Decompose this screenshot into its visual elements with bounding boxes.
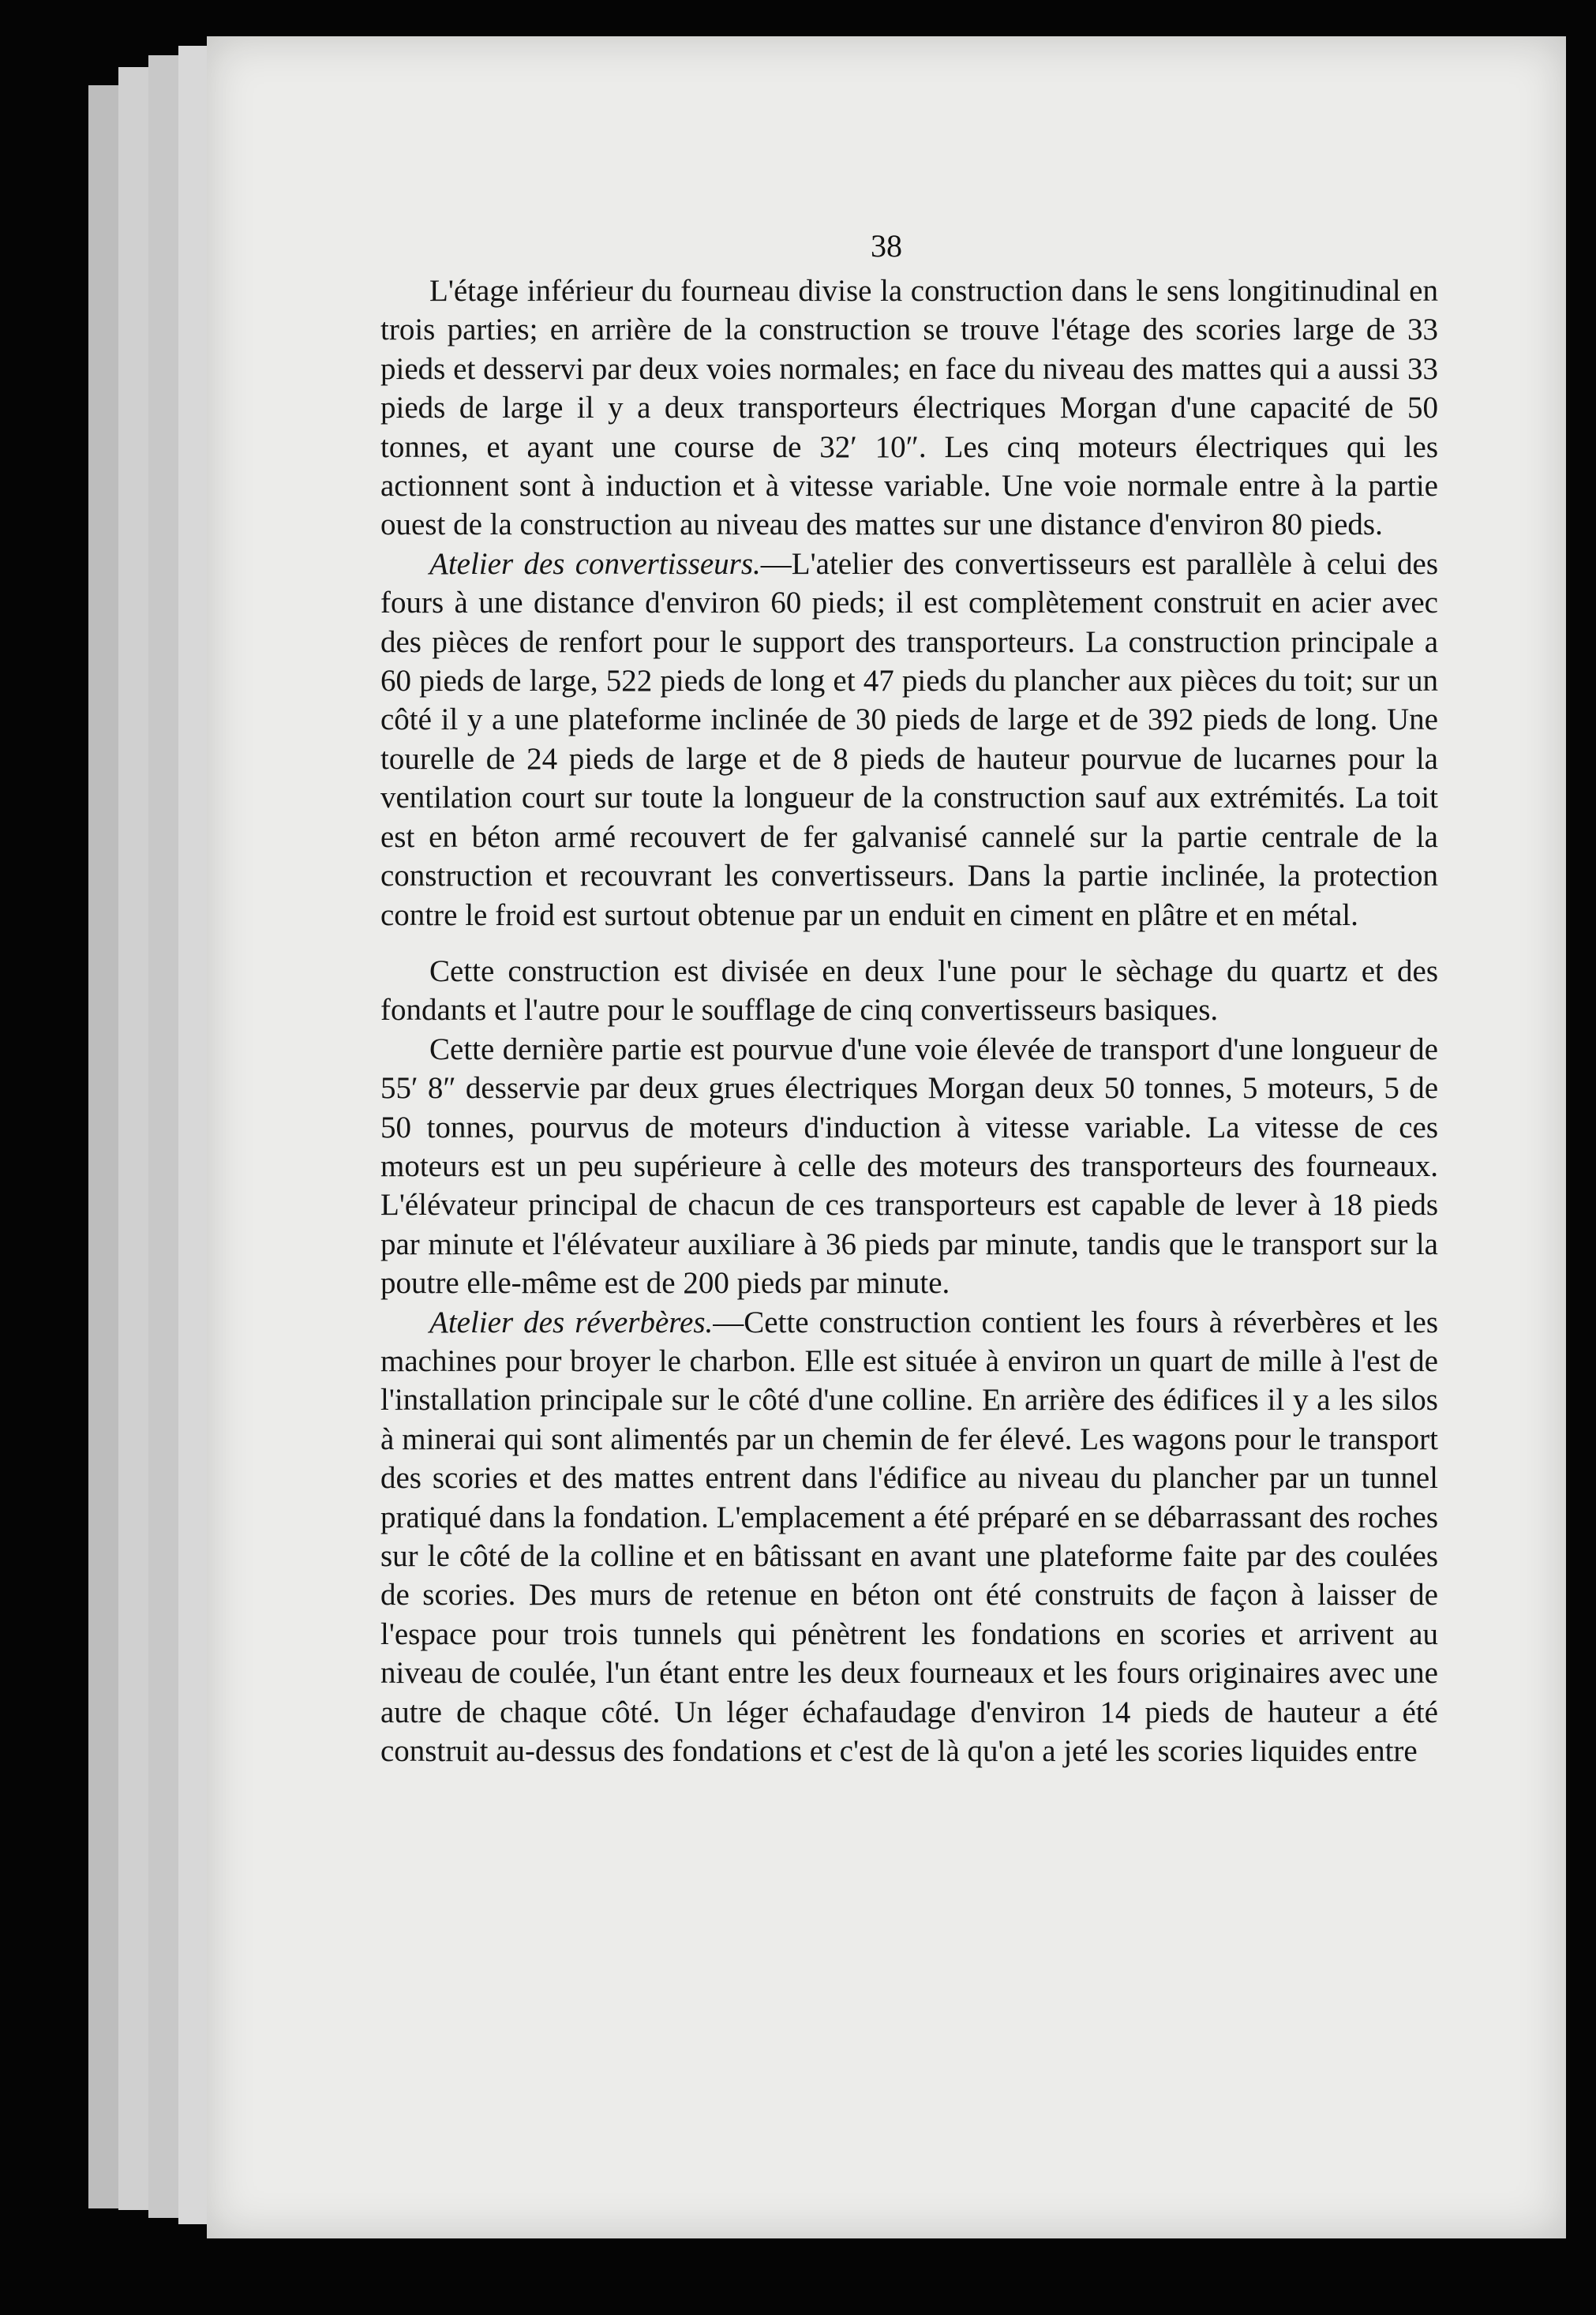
paragraph-text: L'étage inférieur du fourneau divise la construction dans le sens longitinudinal en trois parties; en arrière de la construction se trouve l'étage des scories large de 33 pieds et desservi par deux voies normales; en face du niveau des mattes qui a aussi 33 pieds de large il y a deux transporteurs électriques Morgan d'une capacité de 50 tonnes, et ayant une course de 32′ 10″. Les cinq moteurs électriques qui les actionnent sont à induction et à vitesse variable. Une voie normale entre à la partie ouest de la construction au niveau des mattes sur une distance d'environ 80 pieds. [380,274,1438,542]
paragraph [380,272,1438,545]
section-title: Atelier des réverbères. [429,1305,714,1339]
page-edge [178,46,210,2224]
paragraph-text: Cette construction est divisée en deux l'une pour le sèchage du quartz et des fondants et l'autre pour le soufflage de cinq convertisseurs basiques. [380,953,1438,1028]
page-number: 38 [871,228,902,264]
paragraph-text: Cette dernière partie est pourvue d'une voie élevée de transport d'une longueur de 55′ 8″ desservie par deux grues électriques Morgan deux 50 tonnes, 5 moteurs, 5 de 50 tonnes, pourvus de moteurs d'induction à vitesse variable. La vitesse de ces moteurs est un peu supérieure à celle des moteurs des transporteurs des fourneaux. L'élévateur principal de chacun de ces transporteurs est capable de lever à 18 pieds par minute et l'élévateur auxiliare à 36 pieds par minute, tandis que le transport sur la poutre elle-même est de 200 pieds par minute. [380,1032,1438,1301]
page-edge [118,67,150,2210]
paragraph-text: —Cette construction contient les fours à réverbères et les machines pour broyer le charbon. Elle est située à environ un quart de mille à l'est de l'installation principale sur le côté d'une colline. En arrière des édifices il y a les silos à minerai qui sont alimentés par un chemin de fer élevé. Les wagons pour le transport des scories et des mattes entrent dans l'édifice au niveau du plancher par un tunnel pratiqué dans la fondation. L'emplacement a été préparé en se débarrassant des roches sur le côté de la colline et en bâtissant en avant une plateforme faite par des coulées de scories. Des murs de retenue en béton ont été construits de façon à laisser de l'espace pour trois tunnels qui pénètrent les fondations en scories et arrivent au niveau de coulée, l'un étant entre les deux fourneaux et les fours originaires avec une autre de chaque côté. Un léger échafaudage d'environ 14 pieds de hauteur a été construit au-dessus des fondations et c'est de là qu'on a jeté les scories liquides entre [380,1305,1439,1769]
section-title: Atelier des convertisseurs. [429,546,761,581]
paragraph [380,1303,1438,1771]
paragraph [380,952,1438,1030]
paragraph-text: —L'atelier des convertisseurs est parallèle à celui des fours à une distance d'environ 60 pieds; il est complètement construit en acier avec des pièces de renfort pour le support des transporteurs. La construction principale a 60 pieds de large, 522 pieds de long et 47 pieds du plancher aux pièces du toit; sur un côté il y a une plateforme inclinée de 30 pieds de large et de 392 pieds de long. Une tourelle de 24 pieds de large et de 8 pieds de hauteur pourvue de lucarnes pour la ventilation court sur toute la longueur de la construction sauf aux extrémités. La toit est en béton armé recouvert de fer galvanisé cannelé sur la partie centrale de la construction et recouvrant les convertisseurs. Dans la partie inclinée, la protection contre le froid est surtout obtenue par un enduit en ciment en plâtre et en métal. [380,546,1438,932]
paragraph [380,545,1438,935]
paragraph [380,1030,1438,1303]
book-page [207,36,1566,2238]
page-edge [148,55,180,2218]
body-text [380,272,1438,1770]
page-edge [88,85,120,2208]
